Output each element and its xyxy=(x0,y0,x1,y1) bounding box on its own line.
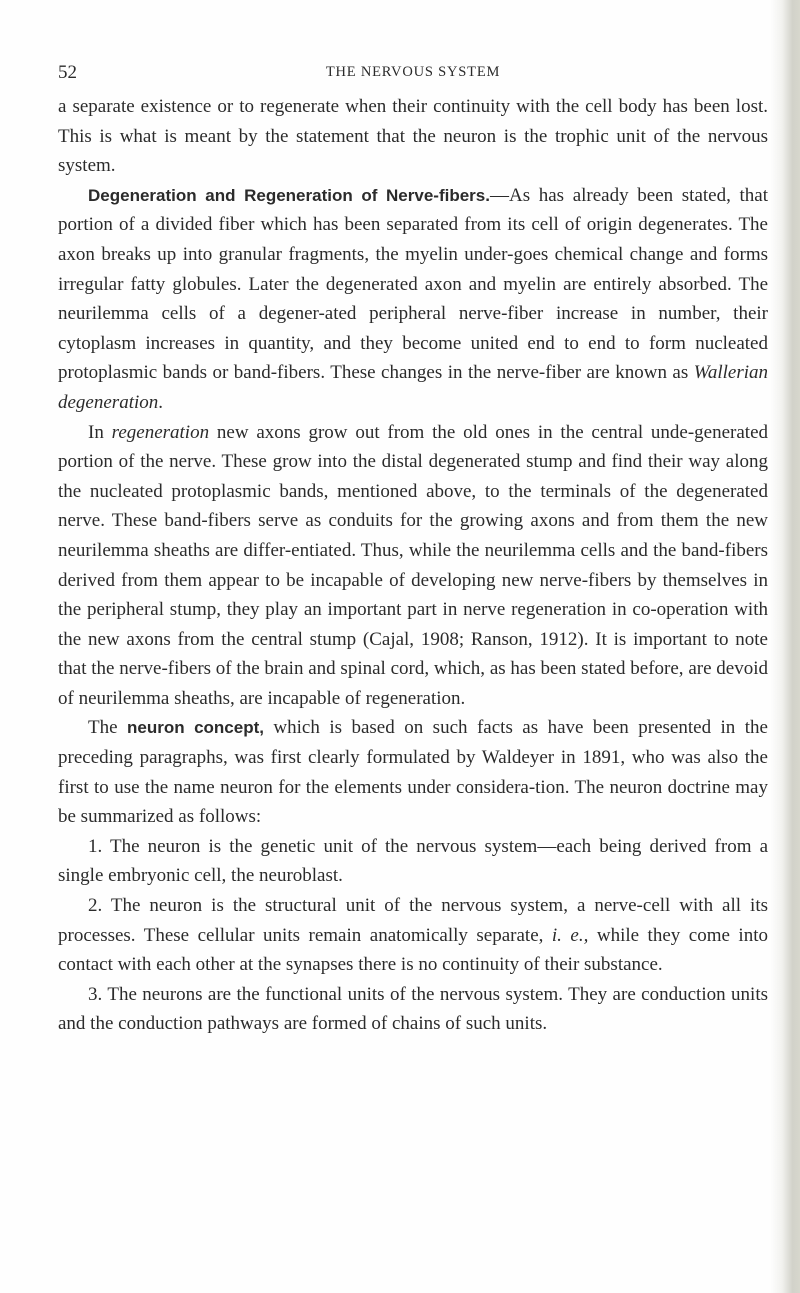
list-item-2-text: 2. The neuron is the structural unit of the nervous system, a nerve-cell with all its processes. These cellular units remain anatomically separate, xyxy=(58,895,768,946)
list-item-1-text: 1. The neuron is the genetic unit of the nervous system—each being derived from a single embryonic cell, the neuroblast. xyxy=(58,835,768,887)
paragraph-intro xyxy=(58,92,768,181)
list-item-1 xyxy=(58,832,768,891)
paragraph-degeneration-end: . xyxy=(158,391,164,413)
paragraph-regeneration-lead: In xyxy=(88,421,112,443)
term-neuron-concept: neuron concept, xyxy=(127,718,264,738)
list-item-3 xyxy=(58,980,768,1039)
paragraph-neuron-concept-lead: The xyxy=(88,717,128,739)
paragraph-neuron-concept-text: which is based on such facts as have been presented in the preceding paragraphs, was first clearly formulated by Waldeyer in 1891, who was also the first to use the name neuron for the elements under considera-tion. The neuron doctrine may be summarized as follows: xyxy=(58,717,768,828)
paragraph-degeneration-text: —As has already been stated, that portion of a divided fiber which has been separated from its cell of origin degenerates. The axon breaks up into granular fragments, the myelin under-goes chemical change and forms irregular fatty globules. Later the degenerated axon and myelin are entirely absorbed. The neurilemma cells of a degener-ated peripheral nerve-fiber increase in number, their cytoplasm increases in quantity, and they become united end to end to form nucleated protoplasmic bands or band-fibers. These changes in the nerve-fiber are known as xyxy=(58,184,768,384)
body-text xyxy=(58,92,768,1039)
list-item-2-end: while they come into contact with each other at the synapses there is no continuity of their substance. xyxy=(58,924,768,976)
page-number: 52 xyxy=(58,62,77,83)
paragraph-degeneration xyxy=(58,181,768,418)
paragraph-regeneration-text: new axons grow out from the old ones in the central unde-generated portion of the nerve. These grow into the distal degenerated stump and find their way along the nucleated protoplasmic bands, mentioned above, to the terminals of the degenerated nerve. These band-fibers serve as conduits for the growing axons and from them the new neurilemma sheaths are differ-entiated. Thus, while the neurilemma cells and the band-fibers derived from them appear to be incapable of developing new nerve-fibers by themselves in the peripheral stump, they play an important part in nerve regeneration in co-operation with the new axons from the central stump (Cajal, 1908; Ranson, 1912). It is important to note that the nerve-fibers of the brain and spinal cord, which, as has been stated before, are devoid of neurilemma sheaths, are incapable of regeneration. xyxy=(58,421,769,709)
page-edge-shadow xyxy=(770,0,800,1293)
paragraph-intro-text: a separate existence or to regenerate when their continuity with the cell body has been lost. This is what is meant by the statement that the neuron is the trophic unit of the nervous system. xyxy=(58,96,768,177)
paragraph-neuron-concept xyxy=(58,713,768,831)
page-header xyxy=(58,62,768,86)
term-wallerian-degeneration: Wallerian degeneration xyxy=(58,362,768,413)
list-item-3-text: 3. The neurons are the functional units of the nervous system. They are conduction units and the conduction pathways are formed of chains of such units. xyxy=(58,983,768,1035)
term-ie: i. e., xyxy=(551,924,589,946)
term-regeneration: regeneration xyxy=(111,421,210,443)
list-item-2 xyxy=(58,891,768,980)
section-heading-degeneration: Degeneration and Regeneration of Nerve-fibers. xyxy=(88,185,490,205)
paragraph-regeneration xyxy=(58,418,768,714)
running-head: THE NERVOUS SYSTEM xyxy=(325,64,501,80)
